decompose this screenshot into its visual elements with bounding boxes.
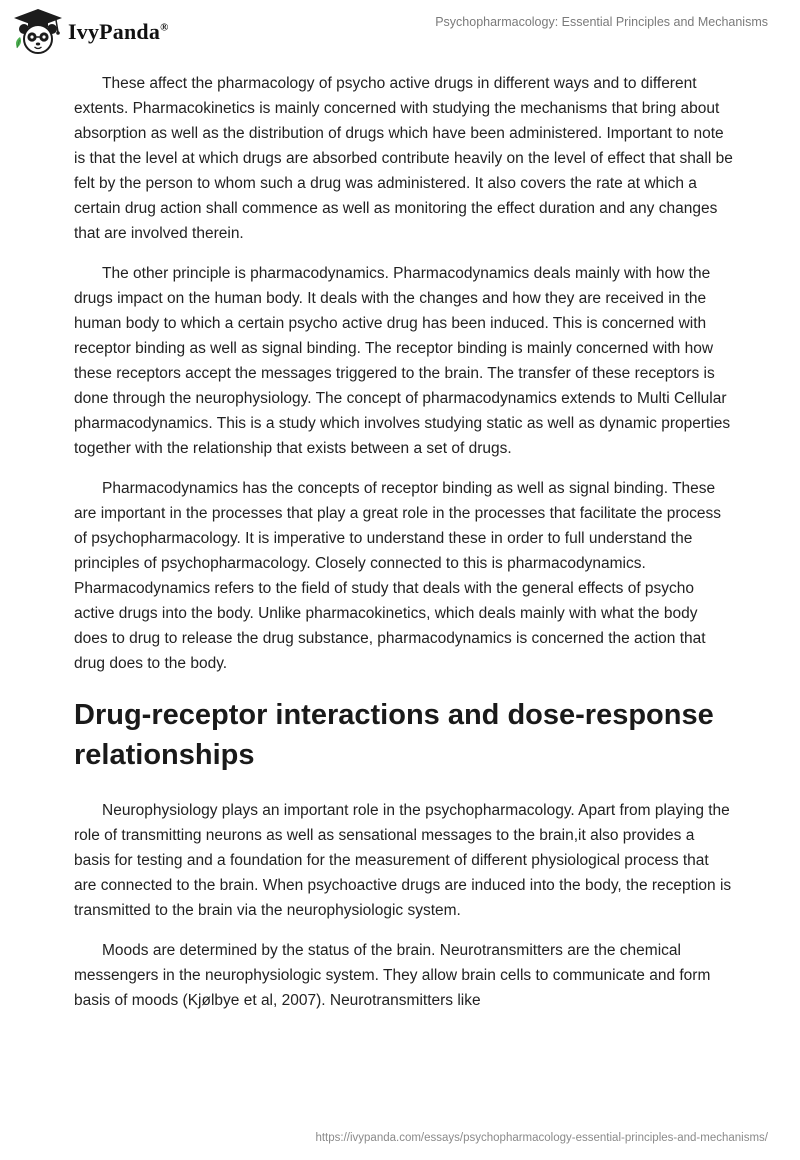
essay-content bbox=[74, 71, 734, 1028]
logo-wordmark bbox=[68, 19, 169, 45]
paragraph-pharmacodynamics-principle: The other principle is pharmacodynamics. Pharmacodynamics deals mainly with how the drugs impact on the human body. It deals with the changes and how they are received in the human body to which a certain psycho active drug has been induced. This is concerned with receptor binding as well as signal binding. The receptor binding is mainly concerned with how these receptors accept the messages triggered to the brain. The transfer of these receptors is done through the neurophysiology. The concept of pharmacodynamics extends to Multi Cellular pharmacodynamics. This is a study which involves studying static as well as dynamic properties together with the relationship that exists between a set of drugs. bbox=[74, 265, 731, 457]
paragraph-neurophysiology: Neurophysiology plays an important role in the psychopharmacology. Apart from playing the role of transmitting neurons as well as sensational messages to the brain,it also provides a basis for testing and a foundation for the measurement of different physiological process that are connected to the brain. When psychoactive drugs are induced into the body, the reception is transmitted to the brain via the neurophysiologic system. bbox=[74, 802, 732, 919]
ivypanda-logo[interactable] bbox=[12, 8, 169, 56]
paragraph-pharmacokinetics: These affect the pharmacology of psycho active drugs in different ways and to different extents. Pharmacokinetics is mainly concerned with studying the mechanisms that bring about absorption as well as the distribution of drugs which have been administered. Important to note is that the level at which drugs are absorbed contribute heavily on the level of effect that shall be felt by the person to whom such a drug was administered. It also covers the rate at which a certain drug action shall commence as well as monitoring the effect duration and any changes that are involved therein. bbox=[74, 75, 733, 242]
page-header bbox=[0, 0, 800, 64]
paragraph-moods-neurotransmitters: Moods are determined by the status of the brain. Neurotransmitters are the chemical messengers in the neurophysiologic system. They allow brain cells to communicate and form basis of moods (Kjølbye et al, 2007). Neurotransmitters like bbox=[74, 942, 711, 1009]
document-title: Psychopharmacology: Essential Principles and Mechanisms bbox=[435, 15, 768, 29]
logo-text: IvyPanda bbox=[68, 19, 161, 44]
panda-mascot-icon bbox=[12, 8, 64, 56]
section-heading: Drug-receptor interactions and dose-response relationships bbox=[74, 699, 714, 771]
registered-mark: ® bbox=[160, 21, 169, 34]
footer-source-url[interactable]: https://ivypanda.com/essays/psychopharmacology-essential-principles-and-mechanisms/ bbox=[315, 1132, 768, 1144]
paragraph-receptor-signal-binding: Pharmacodynamics has the concepts of receptor binding as well as signal binding. These are important in the processes that play a great role in the processes that facilitate the process of psychopharmacology. It is imperative to understand these in order to full understand the principles of psychopharmacology. Closely connected to this is pharmacodynamics. Pharmacodynamics refers to the field of study that deals with the general effects of psycho active drugs into the body. Unlike pharmacokinetics, which deals mainly with what the body does to drug to release the drug substance, pharmacodynamics is concerned the action that drug does to the body. bbox=[74, 480, 722, 672]
